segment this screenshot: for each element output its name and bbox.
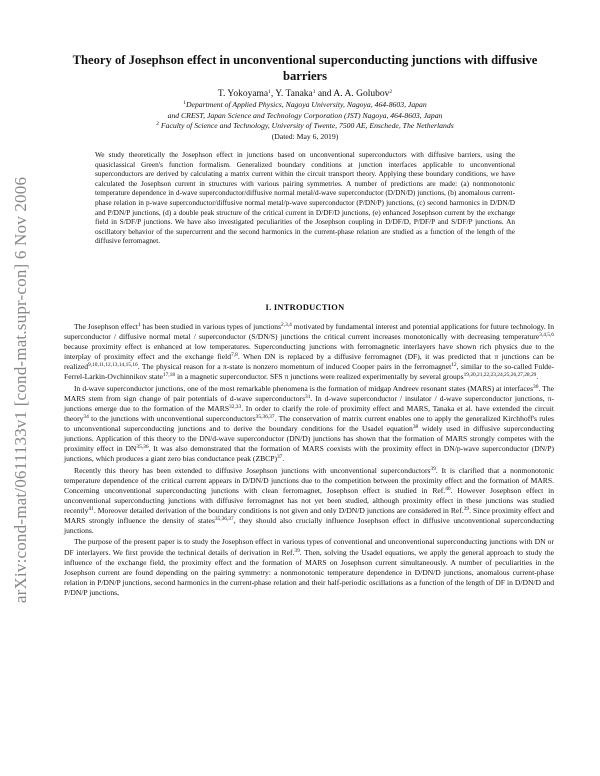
affiliations: $^1$Department of Applied Physics, Nagoya University, Nagoya, 464-8603, Japan and CREST, Japan Science and Technology Corporation (JST) Nagoya, 464-8603, Japan $^2$ Faculty of Science and Technology, University of Twente, 7500 AE, Enschede, The Netherlands — [156, 100, 454, 130]
date-line: (Dated: May 6, 2019) — [271, 132, 339, 141]
author-1-affil: 1 — [268, 89, 271, 95]
author-3-affil: 2 — [389, 89, 393, 95]
paragraph-3: Recently this theory has been extended to diffusive Josephson junctions with unconventional superconductors$^{39}$. It is clarified that a nonmonotonic temperature dependence of the critical current appears in D/DN/D junctions due to the competition between the proximity effect and the formation of MARS. Concerning unconventional superconducting junctions with clean ferromagnet, Josephson effect is studied in Ref.$^{40}$. However Josephson effect in unconventional superconducting junctions with diffusive ferromagnet has not yet been studied, although proximity effect in these junctions was studied recently$^{41}$. Moreover detailed derivation of the boundary conditions is not given and only D/DN/D junctions are considered in Ref.$^{39}$. Since proximity effect and MARS strongly influence the density of states$^{35,36,37}$, they should also crucially influence Josephson effect in diffusive unconventional superconducting junctions. — [64, 465, 555, 535]
author-2: , Y. Tanaka — [270, 89, 313, 99]
arxiv-identifier: arXiv:cond-mat/0611133v1 [cond-mat.supr-con] 6 Nov 2006 — [11, 176, 30, 604]
author-1: T. Yokoyama — [217, 89, 269, 99]
paragraph-4: The purpose of the present paper is to study the Josephson effect in various types of conventional and unconventional superconducting junctions with DN or DF interlayers. We first provide the technical details of derivation in Ref.$^{39}$. Then, solving the Usadel equations, we apply the general approach to study the influence of the exchange field, the proximity effect and the formation of MARS on Josephson current simultaneously. A number of peculiarities in the Josephson current are found depending on the pairing symmetry: a nonmonotonic temperature dependence in D/DN/D junctions, anomalous current-phase relation in P/DN/P junctions, second harmonics in the current-phase relation and their half-periodic oscillations as a function of the length of DF in D/DN/D and P/DN/P junctions, — [64, 537, 554, 597]
paragraph-2: In d-wave superconductor junctions, one of the most remarkable phenomena is the formation of midgap Andreev resonant states (MARS) at interfaces$^{30}$. The MARS stem from sign change of pair potentials of d-wave superconductors$^{31}$. In d-wave superconductor / insulator / d-wave superconductor junctions, π-junctions emerge due to the formation of the MARS$^{32,33}$. In order to clarify the role of proximity effect and MARS, Tanaka et al. have extended the circuit theory$^{34}$ to the junctions with unconventional superconductors$^{35,36,37}$. The conservation of matrix current enables one to apply the generalized Kirchhoff's rules to unconventional superconducting junctions and to derive the boundary conditions for the Usadel equation$^{38}$ widely used in diffusive superconducting junctions. Application of this theory to the DN/d-wave superconductor (DN/D) junctions has shown that the formation of MARS strongly competes with the proximity effect in DN$^{35,36}$. It was also demonstrated that the formation of MARS coexists with the proximity effect in DN/p-wave superconductor (DN/P) junctions, which produces a giant zero bias conductance peak (ZBCP)$^{37}$. — [64, 383, 555, 464]
paragraph-1: The Josephson effect$^1$ has been studied in various types of junctions$^{2,3,4}$ motivated by fundamental interest and potential applications for future technology. In superconductor / diffusive normal metal / superconductor (S/DN/S) junctions the critical current increases monotonically with decreasing temperature$^{3,4,5,6}$ because proximity effect is enhanced at low temperatures. Superconducting junctions with ferromagnetic interlayers have shown rich physics due to the interplay of proximity effect and the exchange field$^{7,8}$. When DN is replaced by a diffusive ferromagnet (DF), it was predicted that π junctions can be realized$^{9,10,11,12,13,14,15,16}$. The physical reason for a π-state is nonzero momentum of induced Cooper pairs in the ferromagnet$^{12}$, similar to the so-called Fulde-Ferrel-Larkin-Ovchinnikov state$^{17,18}$ in a magnetic superconductor. SFS π junctions were realized experimentally by several groups$^{19,20,21,22,23,24,25,26,27,28,29}$. — [64, 322, 555, 382]
author-2-affil: 1 — [312, 89, 316, 95]
author-list — [60, 88, 550, 100]
paper-title: Theory of Josephson effect in unconventional superconducting junctions with diffusive barriers — [72, 53, 538, 83]
abstract: We study theoretically the Josephson effect in junctions based on unconventional superconductors with diffusive barriers, using the quasiclassical Green's function formalism. Generalized boundary conditions at junction interfaces applicable to unconventional superconductors are derived by calculating a matrix current within the circuit transport theory. Applying these boundary conditions, we have calculated the Josephson current in structures with various pairing symmetries. A number of predictions are made: (a) nonmonotonic temperature dependence in d-wave superconductor/diffusive normal metal/d-wave superconductor (D/DN/D) junctions, (b) anomalous current-phase relation in p-wave superconductor/diffusive normal metal/p-wave superconductor (P/DN/P) junctions, (c) second harmonics in D/DN/D and P/DN/P junctions, (d) a double peak structure of the critical current in D/DF/D junctions, (e) enhanced Josephson current by the exchange field in S/DF/P junctions. We have also investigated peculiarities of the Josephson coupling in D/DF/D, P/DF/P and S/DF/P junctions. An oscillatory behavior of the supercurrent and the second harmonics in the current-phase relation are studied as a function of the length of the diffusive ferromagnet. — [95, 150, 515, 246]
affiliation-1: Department of Applied Physics, Nagoya University, Nagoya, 464-8603, Japan — [186, 100, 427, 109]
affiliation-1-cont: and CREST, Japan Science and Technology Corporation (JST) Nagoya, 464-8603, Japan — [167, 110, 443, 120]
author-3: and A. A. Golubov — [315, 89, 390, 99]
affiliation-2: Faculty of Science and Technology, University of Twente, 7500 AE, Enschede, The Netherlands — [159, 121, 454, 130]
body-text — [64, 322, 554, 599]
section-heading: I. INTRODUCTION — [265, 303, 345, 312]
arxiv-sidebar — [6, 150, 36, 630]
